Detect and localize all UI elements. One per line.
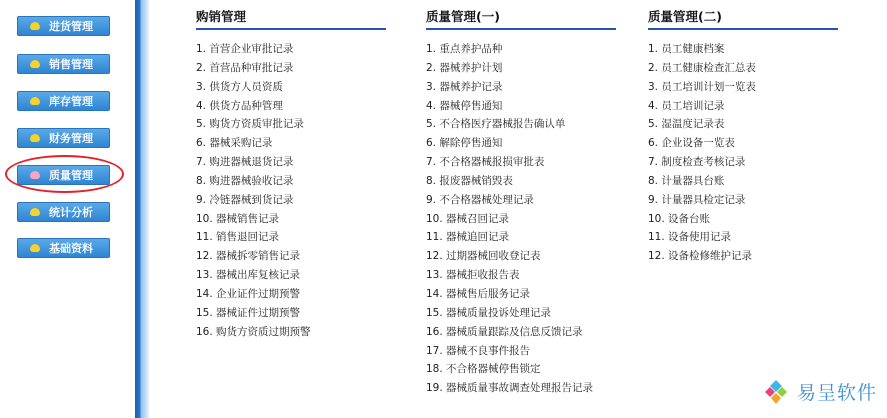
list-item[interactable]: 9. 不合格器械处理记录	[426, 193, 534, 206]
list-item[interactable]: 3. 供货方人员资质	[196, 80, 283, 93]
watermark-text: 易呈软件	[797, 382, 878, 404]
nav-button-inventory[interactable]	[17, 91, 110, 111]
list-item[interactable]: 12. 过期器械回收登记表	[426, 250, 541, 263]
column-title: 质量管理(二)	[648, 9, 722, 24]
nav-button-label: 统计分析	[49, 206, 93, 219]
list-item[interactable]: 6. 器械采购记录	[196, 137, 273, 150]
list-item[interactable]: 4. 器械停售通知	[426, 99, 503, 112]
list-item[interactable]: 8. 购进器械验收记录	[196, 174, 294, 187]
link-list	[196, 40, 386, 342]
column-title: 购销管理	[196, 9, 247, 24]
bulb-icon	[30, 22, 40, 30]
sidebar-nav	[0, 0, 135, 418]
list-item[interactable]: 1. 重点养护品种	[426, 43, 503, 55]
nav-button-finance[interactable]	[17, 128, 110, 148]
list-item[interactable]: 6. 解除停售通知	[426, 137, 503, 150]
list-item[interactable]: 3. 器械养护记录	[426, 80, 503, 93]
column-quality-2	[648, 8, 838, 266]
list-item[interactable]: 8. 报废器械销毁表	[426, 174, 513, 187]
title-underline	[426, 28, 616, 30]
list-item[interactable]: 9. 冷链器械到货记录	[196, 193, 294, 206]
list-item[interactable]: 1. 首营企业审批记录	[196, 43, 294, 55]
column-quality-1	[426, 8, 616, 398]
link-list	[426, 40, 616, 398]
list-item[interactable]: 14. 企业证件过期预警	[196, 287, 301, 300]
list-item[interactable]: 13. 器械拒收报告表	[426, 269, 520, 282]
list-item[interactable]: 7. 不合格器械报损审批表	[426, 156, 545, 169]
list-item[interactable]: 3. 员工培训计划一览表	[648, 80, 756, 93]
list-item[interactable]: 5. 不合格医疗器械报告确认单	[426, 118, 566, 131]
list-item[interactable]: 16. 器械质量跟踪及信息反馈记录	[426, 325, 583, 338]
nav-button-label: 基础资料	[49, 242, 93, 255]
bulb-icon	[30, 97, 40, 105]
highlight-ring	[5, 155, 124, 193]
nav-button-sales[interactable]	[17, 54, 110, 74]
list-item[interactable]: 12. 器械拆零销售记录	[196, 250, 301, 263]
bulb-icon	[30, 208, 40, 216]
bulb-icon	[30, 134, 40, 142]
list-item[interactable]: 6. 企业设备一览表	[648, 137, 735, 150]
list-item[interactable]: 11. 设备使用记录	[648, 231, 732, 244]
diamond-logo-icon	[763, 379, 789, 405]
list-item[interactable]: 15. 器械证件过期预警	[196, 306, 301, 319]
list-item[interactable]: 10. 器械销售记录	[196, 212, 280, 225]
nav-button-label: 进货管理	[49, 20, 93, 33]
list-item[interactable]: 11. 器械追回记录	[426, 231, 510, 244]
link-list	[648, 40, 838, 266]
list-item[interactable]: 17. 器械不良事件报告	[426, 344, 531, 357]
list-item[interactable]: 5. 湿温度记录表	[648, 118, 725, 131]
list-item[interactable]: 4. 员工培训记录	[648, 99, 725, 112]
list-item[interactable]: 19. 器械质量事故调查处理报告记录	[426, 382, 594, 395]
list-item[interactable]: 16. 购货方资质过期预警	[196, 325, 311, 338]
list-item[interactable]: 8. 计量器具台账	[648, 174, 725, 187]
list-item[interactable]: 9. 计量器具检定记录	[648, 193, 746, 206]
bulb-icon	[30, 244, 40, 252]
nav-button-purchase[interactable]	[17, 16, 110, 36]
nav-button-statistics[interactable]	[17, 202, 110, 222]
list-item[interactable]: 14. 器械售后服务记录	[426, 287, 531, 300]
nav-button-basic-data[interactable]	[17, 238, 110, 258]
title-underline	[196, 28, 386, 30]
list-item[interactable]: 7. 购进器械退货记录	[196, 156, 294, 169]
list-item[interactable]: 5. 购货方资质审批记录	[196, 118, 304, 131]
list-item[interactable]: 2. 器械养护计划	[426, 61, 503, 74]
nav-button-label: 库存管理	[49, 95, 93, 108]
sidebar-divider	[135, 0, 150, 418]
list-item[interactable]: 18. 不合格器械停售锁定	[426, 363, 541, 376]
list-item[interactable]: 2. 首营品种审批记录	[196, 61, 294, 74]
list-item[interactable]: 15. 器械质量投诉处理记录	[426, 306, 552, 319]
list-item[interactable]: 13. 器械出库复核记录	[196, 269, 301, 282]
list-item[interactable]: 12. 设备检修维护记录	[648, 250, 753, 263]
list-item[interactable]: 11. 销售退回记录	[196, 231, 280, 244]
list-item[interactable]: 7. 制度检查考核记录	[648, 156, 746, 169]
title-underline	[648, 28, 838, 30]
list-item[interactable]: 2. 员工健康检查汇总表	[648, 61, 756, 74]
list-item[interactable]: 4. 供货方品种管理	[196, 99, 283, 112]
column-title: 质量管理(一)	[426, 9, 500, 24]
watermark-logo	[763, 378, 877, 405]
nav-button-label: 质量管理	[49, 169, 93, 182]
bulb-icon	[30, 60, 40, 68]
list-item[interactable]: 1. 员工健康档案	[648, 43, 725, 55]
nav-button-label: 财务管理	[49, 132, 93, 145]
nav-button-label: 销售管理	[49, 58, 93, 71]
list-item[interactable]: 10. 器械召回记录	[426, 212, 510, 225]
list-item[interactable]: 10. 设备台账	[648, 212, 711, 225]
column-purchase-sales	[196, 8, 386, 342]
